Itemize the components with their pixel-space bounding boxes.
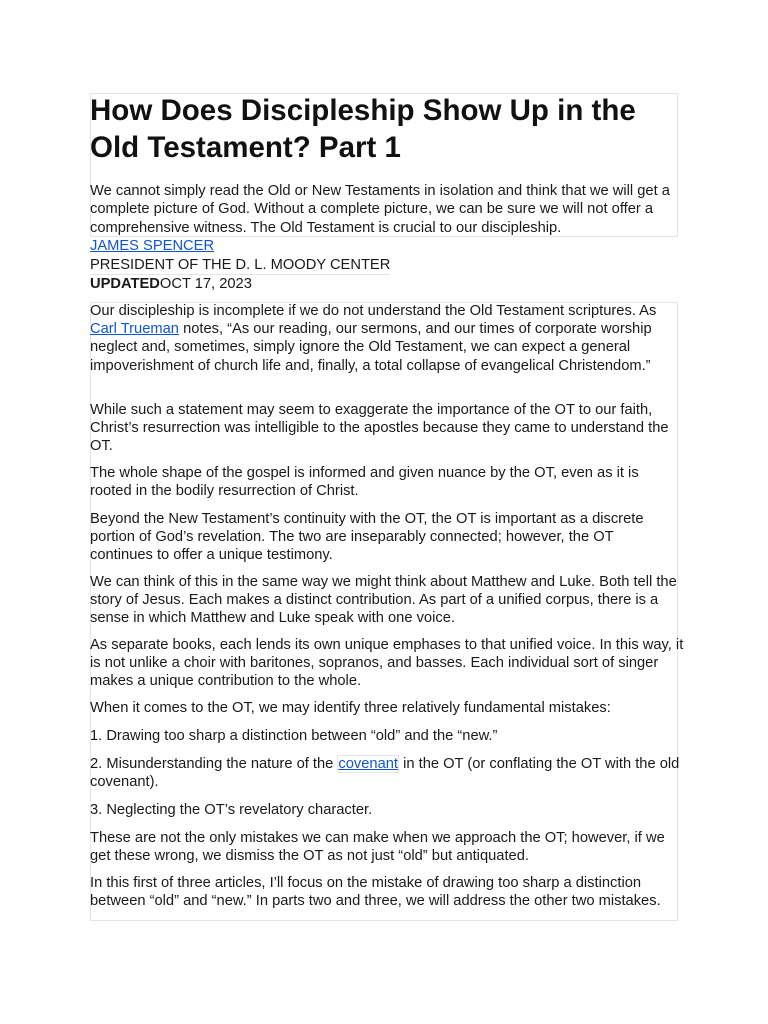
covenant-link[interactable]: covenant <box>338 756 399 772</box>
paragraph-text: 2. Misunderstanding the nature of the <box>90 756 338 772</box>
body-paragraph-7: When it comes to the OT, we may identify three relatively fundamental mistakes: <box>90 700 611 716</box>
body-paragraph-10: 3. Neglecting the OT’s revelatory character. <box>90 802 373 818</box>
body-paragraph-2: While such a statement may seem to exaggerate the importance of the OT to our faith, Christ’s resurrection was intelligible to the apostles because they came to understand the OT. <box>90 402 669 455</box>
body-paragraph-12: In this first of three articles, I’ll focus on the mistake of drawing too sharp a distinction between “old” and “new.” In parts two and three, we will address the other two mistakes. <box>90 875 661 910</box>
updated-line <box>90 275 252 293</box>
paragraph-text: notes, “As our reading, our sermons, and our times of corporate worship neglect and, sometimes, simply ignore the Old Testament, we can expect a general impoverishment of church life and, finally, a total collapse of evangelical Christendom.” <box>90 321 652 374</box>
author-role: PRESIDENT OF THE D. L. MOODY CENTER <box>90 256 390 275</box>
body-paragraph-8: 1. Drawing too sharp a distinction between “old” and the “new.” <box>90 728 498 744</box>
body-paragraph-6: As separate books, each lends its own unique emphases to that unified voice. In this way, it is not unlike a choir with baritones, sopranos, and basses. Each individual sort of singer makes a unique contribution to the whole. <box>90 637 684 690</box>
paragraph-text: Our discipleship is incomplete if we do not understand the Old Testament scriptures. As <box>90 303 657 319</box>
body-paragraph-1 <box>90 302 680 375</box>
paragraph-text: in the OT (or conflating the OT with the old covenant). <box>90 756 680 791</box>
body-paragraph-11: These are not the only mistakes we can make when we approach the OT; however, if we get these wrong, we dismiss the OT as not just “old” but antiquated. <box>90 830 665 865</box>
body-paragraph-4: Beyond the New Testament’s continuity with the OT, the OT is important as a discrete portion of God’s revelation. The two are inseparably connected; however, the OT continues to offer a unique testimony. <box>90 511 644 564</box>
article-dek: We cannot simply read the Old or New Testaments in isolation and think that we will get a complete picture of God. Without a complete picture, we can be sure we will not offer a comprehensive witness. The Old Testament is crucial to our discipleship. <box>90 183 670 236</box>
body-paragraph-5: We can think of this in the same way we might think about Matthew and Luke. Both tell the story of Jesus. Each makes a distinct contribution. As part of a unified corpus, there is a sense in which Matthew and Luke speak with one voice. <box>90 574 677 627</box>
carl-trueman-link[interactable]: Carl Trueman <box>90 321 179 338</box>
body-paragraph-3: The whole shape of the gospel is informed and given nuance by the OT, even as it is rooted in the bodily resurrection of Christ. <box>90 465 639 500</box>
article-title: How Does Discipleship Show Up in the Old Testament? Part 1 <box>90 94 636 164</box>
updated-date: OCT 17, 2023 <box>159 276 252 292</box>
body-paragraph-9 <box>90 755 680 791</box>
author-link[interactable]: JAMES SPENCER <box>90 238 215 254</box>
updated-label: UPDATED <box>90 276 160 292</box>
